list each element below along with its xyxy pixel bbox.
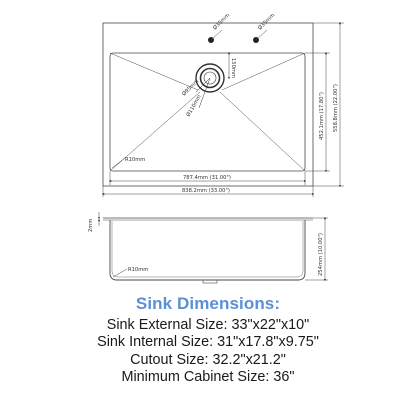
spec-min-cabinet-size: Minimum Cabinet Size: 36" (121, 368, 295, 385)
tap-hole-left (208, 30, 222, 43)
drain-offset-label: 150mm (230, 58, 236, 79)
spec-internal-size: Sink Internal Size: 31"x17.8"x9.75" (97, 334, 319, 351)
drain-inner-dia-label: Ø110mm (185, 94, 203, 118)
drain-outer-dia-label: Ø95mm (181, 78, 201, 98)
spec-cutout-size: Cutout Size: 32.2"x21.2" (130, 351, 286, 368)
external-depth-label: 558.8mm (22.00") (333, 84, 339, 132)
rim-thickness-label: 2mm (88, 218, 94, 232)
tap-hole-right (253, 30, 267, 43)
internal-depth-dimension (305, 53, 330, 171)
internal-width-label: 787.4mm (31.00") (183, 175, 231, 181)
spec-external-size: Sink External Size: 33"x22"x10" (106, 317, 310, 333)
sink-internal-outline (110, 53, 305, 171)
tap-hole-left-label: Ø35mm (212, 12, 232, 32)
bowl-depth-dimension (305, 218, 328, 280)
side-view (103, 218, 313, 283)
external-depth-dimension (313, 23, 344, 186)
section-title: Sink Dimensions: (135, 294, 281, 313)
bowl-depth-label: 254mm (10.00") (318, 233, 324, 276)
top-corner-radius-label: R10mm (125, 157, 146, 163)
side-corner-radius-label: R10mm (128, 267, 149, 273)
internal-depth-label: 452.1mm (17.80") (319, 92, 325, 140)
tap-hole-right-label: Ø35mm (257, 12, 277, 32)
external-width-label: 838.2mm (33.00") (182, 188, 230, 194)
spec-list (0, 317, 416, 386)
